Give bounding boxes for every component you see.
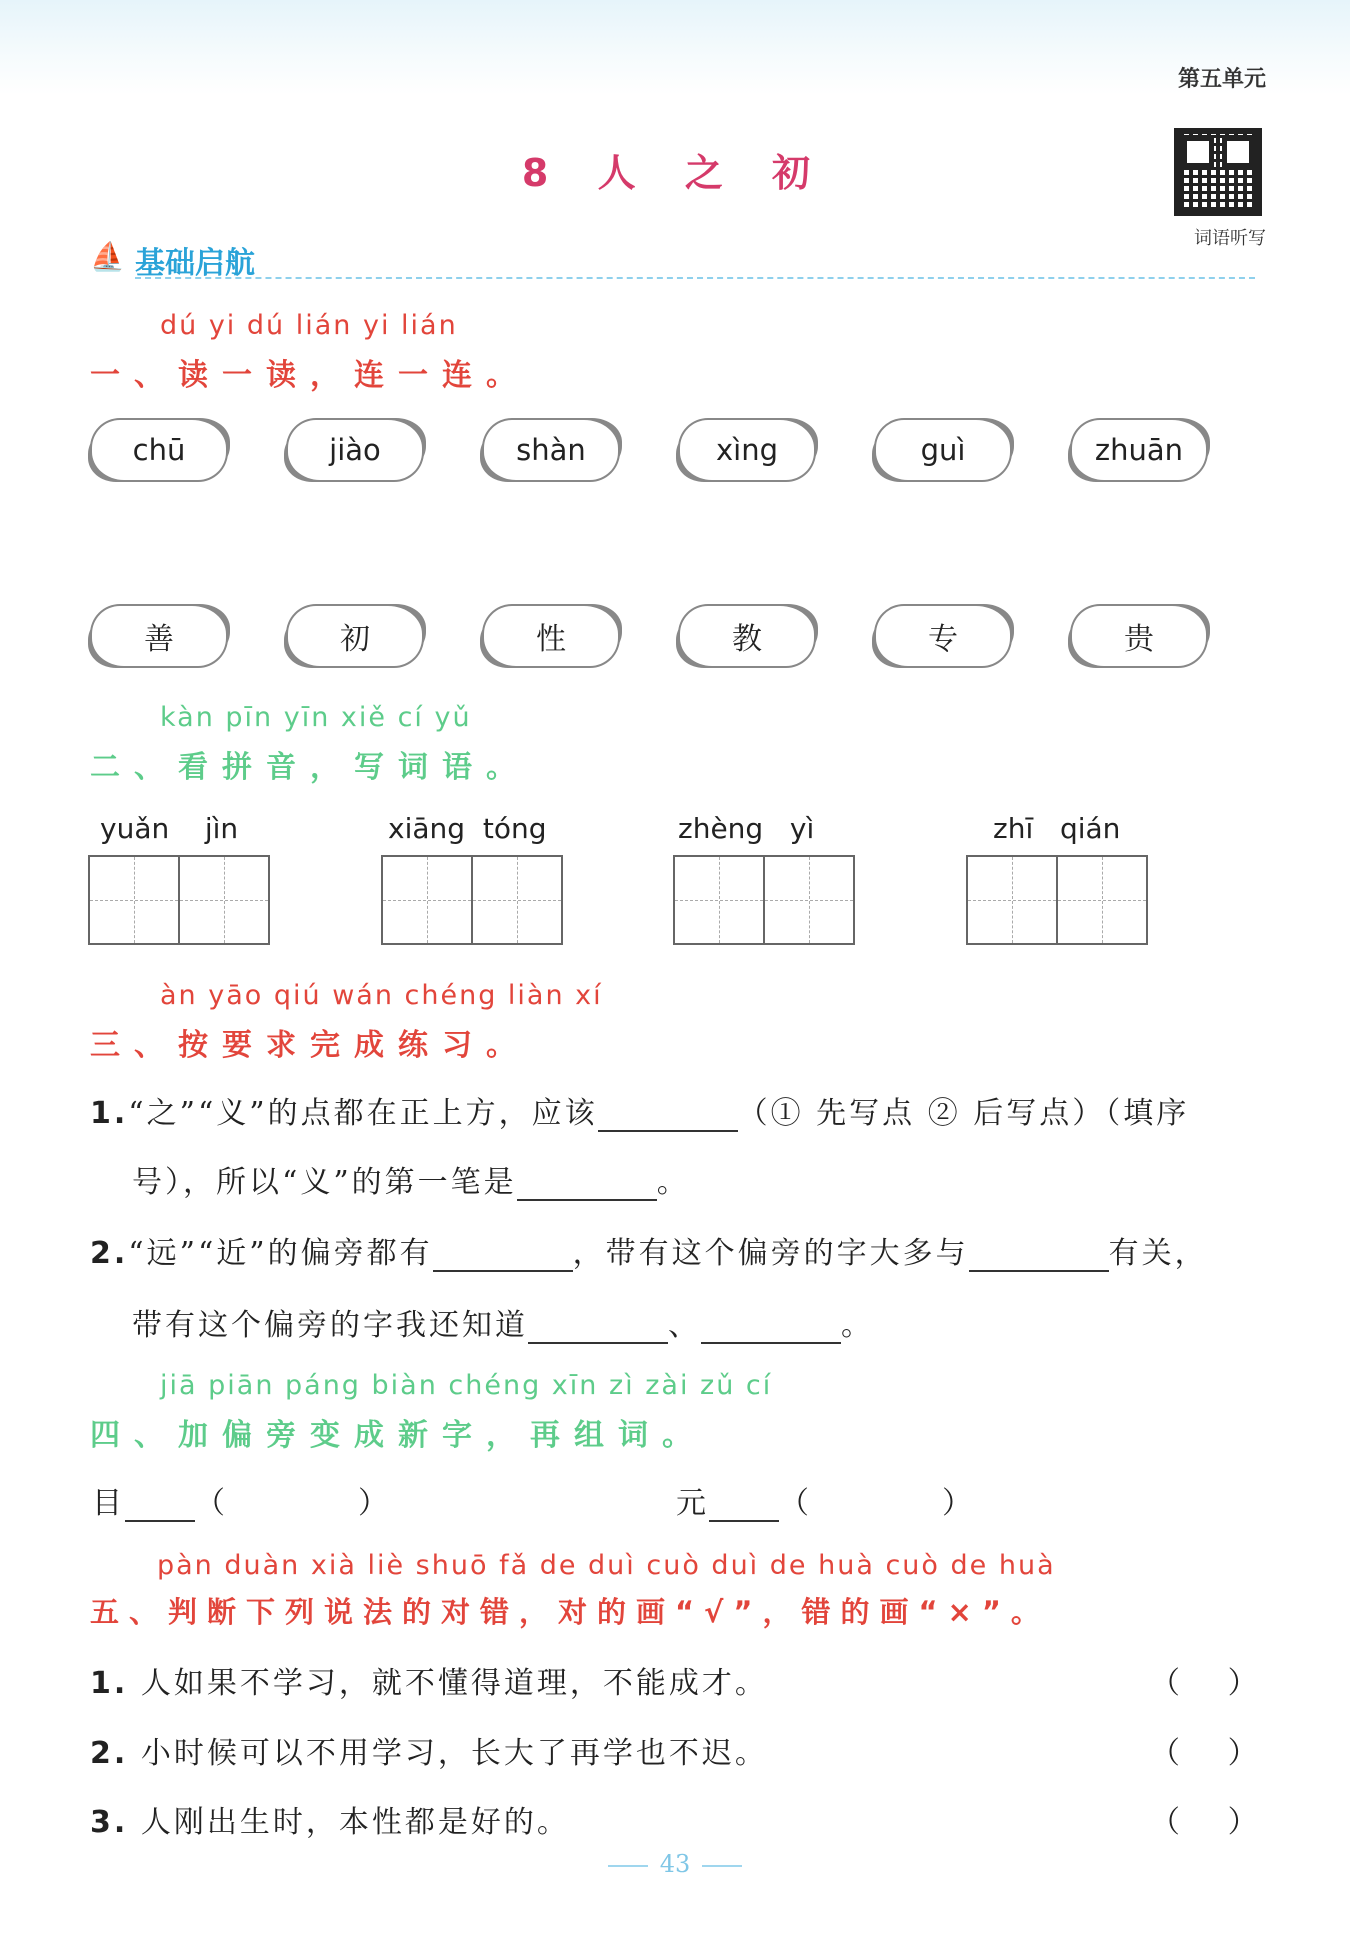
answer-blank[interactable] xyxy=(598,1100,738,1132)
q3-item-2: 2.“远”“近”的偏旁都有 ，带有这个偏旁的字大多与 有关， xyxy=(90,1236,1208,1271)
sailboat-icon: ⛵ xyxy=(90,240,125,273)
q3-item-1-cont: 号），所以“义”的第一笔是 。 xyxy=(132,1165,690,1200)
word-pinyin: yuǎn jìn xyxy=(100,812,239,845)
q4-item-2: 元 （ ） xyxy=(676,1486,975,1521)
char-cloud[interactable]: 善 xyxy=(90,604,228,668)
tianzi-grid[interactable] xyxy=(381,855,563,945)
char-cloud[interactable]: 教 xyxy=(678,604,816,668)
section-title: 基础启航 xyxy=(135,246,255,281)
q3-pinyin: àn yāo qiú wán chéng liàn xí xyxy=(160,980,603,1011)
char-cloud[interactable]: 性 xyxy=(482,604,620,668)
pinyin-cloud[interactable]: jiào xyxy=(286,418,424,482)
q3-item-1: 1.“之”“义”的点都在正上方，应该 （① 先写点 ② 后写点）（填序 xyxy=(90,1096,1190,1131)
q4-item-1: 目 （ ） xyxy=(92,1486,391,1521)
top-banner xyxy=(0,0,1350,95)
q1-pinyin: dú yi dú lián yi lián xyxy=(160,310,458,341)
q5-item-3: 3. 人刚出生时，本性都是好的。 xyxy=(90,1805,570,1840)
word-pinyin: zhī qián xyxy=(993,812,1121,845)
q5-item-2: 2. 小时候可以不用学习，长大了再学也不迟。 xyxy=(90,1736,768,1771)
pinyin-cloud[interactable]: xìng xyxy=(678,418,816,482)
pinyin-cloud[interactable]: shàn xyxy=(482,418,620,482)
qr-label: 词语听写 xyxy=(1194,228,1266,249)
q2-title: 二、看拼音，写词语。 xyxy=(90,750,530,785)
answer-blank[interactable] xyxy=(709,1490,779,1522)
tianzi-grid[interactable] xyxy=(673,855,855,945)
section-divider xyxy=(135,277,1255,279)
judge-paren[interactable]: （ ） xyxy=(1150,1805,1258,1840)
q2-pinyin: kàn pīn yīn xiě cí yǔ xyxy=(160,702,472,733)
pinyin-cloud[interactable]: chū xyxy=(90,418,228,482)
page-number: 43 xyxy=(0,1850,1350,1878)
q4-title: 四、加偏旁变成新字，再组词。 xyxy=(90,1418,706,1453)
pinyin-cloud[interactable]: guì xyxy=(874,418,1012,482)
answer-blank[interactable] xyxy=(125,1490,195,1522)
tianzi-grid[interactable] xyxy=(88,855,270,945)
word-pinyin: zhèng yì xyxy=(678,812,815,845)
q3-title: 三、按要求完成练习。 xyxy=(90,1028,530,1063)
q4-pinyin: jiā piān páng biàn chéng xīn zì zài zǔ cí xyxy=(160,1370,773,1401)
q3-item-2-cont: 带有这个偏旁的字我还知道 、 。 xyxy=(132,1308,874,1343)
answer-blank[interactable] xyxy=(517,1169,657,1201)
char-cloud[interactable]: 专 xyxy=(874,604,1012,668)
char-cloud[interactable]: 贵 xyxy=(1070,604,1208,668)
q5-pinyin: pàn duàn xià liè shuō fǎ de duì cuò duì de huà cuò de huà xyxy=(157,1550,1056,1581)
judge-paren[interactable]: （ ） xyxy=(1150,1666,1258,1701)
word-pinyin: xiāng tóng xyxy=(388,812,547,845)
answer-blank[interactable] xyxy=(701,1312,841,1344)
unit-label: 第五单元 xyxy=(1177,67,1266,92)
answer-blank[interactable] xyxy=(528,1312,668,1344)
judge-paren[interactable]: （ ） xyxy=(1150,1736,1258,1771)
answer-blank[interactable] xyxy=(969,1240,1109,1272)
q5-title: 五、判断下列说法的对错，对的画“√”，错的画“×”。 xyxy=(90,1595,1050,1629)
answer-blank[interactable] xyxy=(433,1240,573,1272)
q5-item-1: 1. 人如果不学习，就不懂得道理，不能成才。 xyxy=(90,1666,768,1701)
char-cloud[interactable]: 初 xyxy=(286,604,424,668)
tianzi-grid[interactable] xyxy=(966,855,1148,945)
pinyin-cloud[interactable]: zhuān xyxy=(1070,418,1208,482)
lesson-title: 8 人 之 初 xyxy=(521,151,829,195)
q1-title: 一、读一读，连一连。 xyxy=(90,358,530,393)
